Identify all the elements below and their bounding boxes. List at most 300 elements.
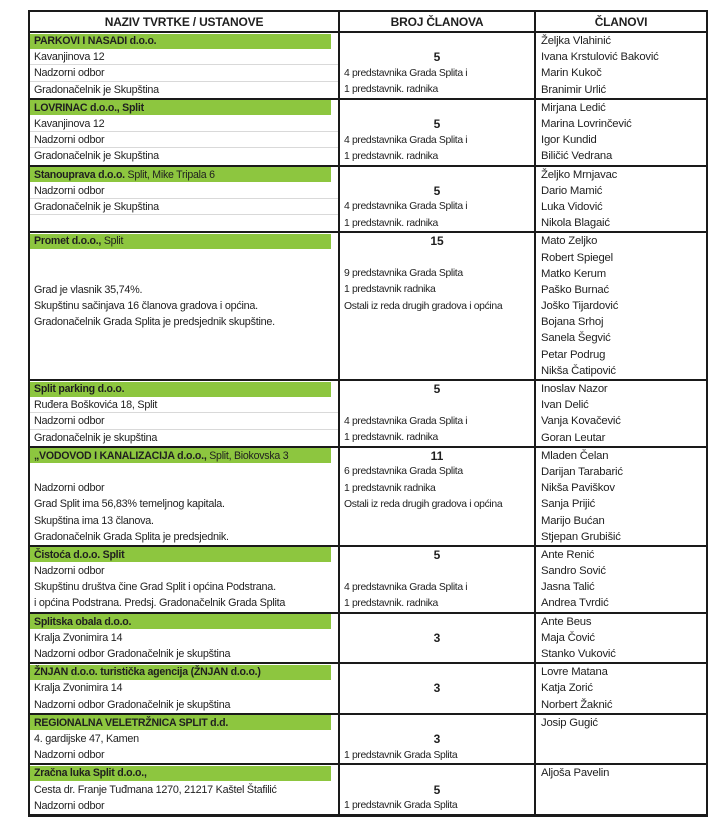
company-info-text: Nadzorni odbor [34, 134, 105, 147]
members-count: 5 [433, 117, 441, 132]
info-cell [30, 49, 340, 65]
member-name: Ante Beus [541, 615, 592, 628]
members-count: 11 [430, 448, 444, 463]
table-row [30, 82, 706, 98]
column-header-company: NAZIV TVRTKE / USTANOVE [30, 12, 340, 31]
table-blocks [30, 31, 706, 814]
members-count: 3 [433, 681, 441, 696]
member-name: Mato Zeljko [541, 235, 598, 248]
company-title-detail: Split, Biokovska 3 [206, 449, 289, 462]
member-name: Mladen Čelan [541, 449, 609, 462]
company-info-text: Kralja Zvonimira 14 [34, 631, 123, 644]
table-row [30, 529, 706, 545]
company-name: PARKOVI I NASADI d.o.o. [34, 35, 157, 48]
members-count: 5 [433, 50, 441, 65]
member-name-cell [536, 496, 706, 512]
company-info-text: Nadzorni odbor [34, 415, 105, 428]
representation-text: Ostali iz reda drugih gradova i općina [344, 498, 503, 510]
company-block [30, 379, 706, 446]
company-name: Stanouprava d.o.o. [34, 168, 125, 181]
info-cell [30, 646, 340, 662]
company-title-cell [30, 100, 340, 116]
company-block [30, 612, 706, 663]
table-row [30, 65, 706, 81]
company-block [30, 545, 706, 612]
empty-cell [536, 747, 706, 763]
empty-cell [340, 563, 536, 579]
company-info-text: Gradonačelnik je Skupština [34, 200, 159, 213]
member-name: Marin Kukoč [541, 67, 602, 80]
member-name-cell [536, 49, 706, 65]
company-block [30, 31, 706, 98]
company-title-cell [30, 448, 340, 464]
representation-text: 4 predstavnika Grada Splita i [344, 67, 468, 79]
company-name: Zračna luka Split d.o.o., [34, 767, 147, 780]
table-row [30, 347, 706, 363]
company-info-text: Kralja Zvonimira 14 [34, 682, 123, 695]
company-info-text: 4. gardijske 47, Kamen [34, 732, 139, 745]
empty-cell [340, 715, 536, 731]
member-name-cell [536, 715, 706, 731]
company-title-cell [30, 547, 340, 563]
company-title-highlight [30, 614, 331, 629]
member-name: Bojana Srhoj [541, 316, 604, 329]
representation-text: 4 predstavnika Grada Splita i [344, 134, 468, 146]
representation-cell [340, 298, 536, 314]
info-cell [30, 480, 340, 496]
table-row [30, 765, 706, 781]
table-row [30, 298, 706, 314]
table-row [30, 381, 706, 397]
company-info-text: Gradonačelnik je skupština [34, 431, 158, 444]
empty-cell [340, 249, 536, 265]
member-name-cell [536, 547, 706, 563]
table-row [30, 798, 706, 814]
company-name: ŽNJAN d.o.o. turistička agencija (ŽNJAN d.o.o.) [34, 666, 261, 679]
member-name-cell [536, 529, 706, 545]
member-name-cell [536, 82, 706, 98]
member-name: Joško Tijardović [541, 300, 619, 313]
member-name: Mirjana Ledić [541, 101, 606, 114]
table-row [30, 630, 706, 646]
company-name: Splitska obala d.o.o. [34, 615, 132, 628]
empty-cell [340, 697, 536, 713]
member-name-cell [536, 595, 706, 611]
company-name: Promet d.o.o., [34, 235, 102, 248]
company-info-text: Nadzorni odbor [34, 749, 105, 762]
company-block [30, 446, 706, 545]
company-info-text: Gradonačelnik Grada Splita je predsjednik. [34, 530, 229, 543]
member-name-cell [536, 330, 706, 346]
info-cell [30, 630, 340, 646]
representation-text: 4 predstavnika Grada Splita i [344, 581, 468, 593]
company-title-highlight [30, 448, 331, 463]
member-name: Josip Gugić [541, 716, 598, 729]
table-row [30, 646, 706, 662]
representation-cell [340, 148, 536, 164]
table-row [30, 547, 706, 563]
table-row [30, 100, 706, 116]
table-row [30, 249, 706, 265]
member-name-cell [536, 249, 706, 265]
member-name: Ivana Krstulović Baković [541, 51, 659, 64]
members-count-cell [340, 680, 536, 696]
table-row [30, 413, 706, 429]
company-title-highlight [30, 100, 331, 115]
representation-cell [340, 266, 536, 282]
empty-cell [340, 100, 536, 116]
info-cell [30, 330, 340, 346]
member-name: Ivan Delić [541, 399, 589, 412]
member-name-cell [536, 199, 706, 215]
representation-text: 1 predstavnik. radnika [344, 217, 438, 229]
member-name: Andrea Tvrdić [541, 597, 609, 610]
company-info-text: Skupština ima 13 članova. [34, 514, 154, 527]
members-count-cell [340, 630, 536, 646]
empty-cell [340, 765, 536, 781]
info-cell [30, 496, 340, 512]
info-cell [30, 680, 340, 696]
representation-text: 1 predstavnik. radnika [344, 84, 438, 96]
info-cell [30, 314, 340, 330]
table-row [30, 697, 706, 713]
member-name: Luka Vidović [541, 200, 603, 213]
member-name-cell [536, 765, 706, 781]
company-title-highlight [30, 234, 331, 249]
representation-text: 1 predstavnik Grada Splita [344, 800, 458, 812]
member-name: Igor Kundid [541, 134, 597, 147]
members-count-cell [340, 781, 536, 797]
company-title-cell [30, 664, 340, 680]
column-header-members: ČLANOVI [594, 14, 648, 29]
table-row [30, 49, 706, 65]
representation-cell [340, 579, 536, 595]
table-row [30, 148, 706, 164]
representation-text: 1 predstavnik radnika [344, 284, 436, 296]
company-title-cell [30, 167, 340, 183]
member-name-cell [536, 430, 706, 446]
member-name-cell [536, 148, 706, 164]
company-info-text: Cesta dr. Franje Tuđmana 1270, 21217 Kaštel Štafilić [34, 783, 277, 796]
representation-cell [340, 82, 536, 98]
company-name: Čistoća d.o.o. Split [34, 548, 125, 561]
table-row [30, 199, 706, 215]
company-info-text: i općina Podstrana. Predsj. Gradonačelnik Grada Splita [34, 597, 286, 610]
members-count: 5 [433, 782, 441, 797]
member-name: Željka Vlahinić [541, 35, 611, 48]
table-row [30, 664, 706, 680]
member-name-cell [536, 100, 706, 116]
member-name-cell [536, 65, 706, 81]
member-name-cell [536, 33, 706, 49]
members-count-cell [340, 547, 536, 563]
company-info-text: Nadzorni odbor [34, 565, 105, 578]
info-cell [30, 65, 340, 81]
representation-cell [340, 747, 536, 763]
representation-text: Ostali iz reda drugih gradova i općina [344, 300, 503, 312]
table-row [30, 183, 706, 199]
member-name: Petar Podrug [541, 348, 606, 361]
company-info-text: Ruđera Boškovića 18, Split [34, 399, 158, 412]
company-block [30, 763, 706, 814]
members-count-cell [340, 381, 536, 397]
company-info-text: Skupštinu sačinjava 16 članova gradova i općina. [34, 300, 258, 313]
member-name-cell [536, 664, 706, 680]
member-name: Vanja Kovačević [541, 415, 621, 428]
member-name-cell [536, 116, 706, 132]
info-cell [30, 215, 340, 231]
empty-cell [340, 167, 536, 183]
company-title-highlight [30, 547, 331, 562]
member-name-cell [536, 183, 706, 199]
member-name: Robert Spiegel [541, 251, 613, 264]
info-cell [30, 282, 340, 298]
member-name-cell [536, 646, 706, 662]
info-cell [30, 798, 340, 814]
info-cell [30, 579, 340, 595]
company-info-text: Grad Split ima 56,83% temeljnog kapitala. [34, 498, 225, 511]
table-row [30, 116, 706, 132]
member-name-cell [536, 298, 706, 314]
table-row [30, 715, 706, 731]
members-count-cell [340, 116, 536, 132]
empty-cell [340, 664, 536, 680]
info-cell [30, 298, 340, 314]
company-name: LOVRINAC d.o.o., Split [34, 101, 144, 114]
empty-cell [340, 397, 536, 413]
info-cell [30, 731, 340, 747]
member-name-cell [536, 512, 706, 528]
member-name: Lovre Matana [541, 666, 608, 679]
company-title-highlight [30, 34, 331, 49]
table-row [30, 480, 706, 496]
table-row [30, 563, 706, 579]
company-block [30, 165, 706, 232]
member-name-cell [536, 563, 706, 579]
representation-cell [340, 282, 536, 298]
empty-cell [340, 363, 536, 379]
members-count: 5 [433, 183, 441, 198]
representation-text: 1 predstavnik. radnika [344, 150, 438, 162]
representation-cell [340, 595, 536, 611]
companies-table [28, 10, 708, 817]
company-info-text: Nadzorni odbor [34, 799, 105, 812]
table-row [30, 680, 706, 696]
representation-cell [340, 215, 536, 231]
member-name: Jasna Talić [541, 581, 595, 594]
member-name: Nikša Paviškov [541, 482, 615, 495]
company-info-text: Nadzorni odbor [34, 67, 105, 80]
table-row [30, 747, 706, 763]
representation-text: 1 predstavnik radnika [344, 482, 436, 494]
members-count: 5 [433, 382, 441, 397]
members-count: 3 [433, 731, 441, 746]
company-title-highlight [30, 665, 331, 680]
member-name: Nikša Čatipović [541, 364, 616, 377]
member-name: Norbert Žaknić [541, 698, 613, 711]
member-name: Sanja Prijić [541, 498, 596, 511]
company-info-text: Gradonačelnik je Skupština [34, 83, 159, 96]
column-header-member-count: BROJ ČLANOVA [340, 12, 536, 31]
info-cell [30, 266, 340, 282]
member-name-cell [536, 397, 706, 413]
empty-cell [340, 614, 536, 630]
info-cell [30, 82, 340, 98]
company-info-text: Nadzorni odbor Gradonačelnik je skupština [34, 648, 231, 661]
info-cell [30, 781, 340, 797]
company-title-highlight [30, 382, 331, 397]
member-name: Matko Kerum [541, 267, 606, 280]
member-name: Stanko Vuković [541, 648, 616, 661]
company-title-highlight [30, 766, 331, 781]
company-title-cell [30, 381, 340, 397]
table-row [30, 363, 706, 379]
info-cell [30, 747, 340, 763]
representation-cell [340, 480, 536, 496]
member-name: Goran Leutar [541, 431, 606, 444]
member-name: Ante Renić [541, 548, 595, 561]
company-info-text: Skupštinu društva čine Grad Split i općina Podstrana. [34, 581, 276, 594]
table-row [30, 579, 706, 595]
table-row [30, 430, 706, 446]
member-name-cell [536, 363, 706, 379]
member-name-cell [536, 614, 706, 630]
company-title-cell [30, 33, 340, 49]
company-block [30, 231, 706, 379]
member-name-cell [536, 413, 706, 429]
member-name-cell [536, 132, 706, 148]
representation-cell [340, 199, 536, 215]
members-count: 15 [430, 234, 444, 249]
table-row [30, 33, 706, 49]
member-name-cell [536, 266, 706, 282]
empty-cell [340, 646, 536, 662]
member-name: Marijo Bućan [541, 514, 605, 527]
member-name-cell [536, 697, 706, 713]
table-row [30, 266, 706, 282]
company-info-text: Grad je vlasnik 35,74%. [34, 283, 143, 296]
table-row [30, 614, 706, 630]
member-name-cell [536, 282, 706, 298]
members-count-cell [340, 731, 536, 747]
company-name: „VODOVOD I KANALIZACIJA d.o.o., [34, 449, 207, 462]
info-cell [30, 249, 340, 265]
member-name: Maja Čović [541, 631, 595, 644]
company-title-cell [30, 715, 340, 731]
empty-cell [536, 731, 706, 747]
table-row [30, 167, 706, 183]
table-row [30, 464, 706, 480]
representation-text: 1 predstavnik. radnika [344, 432, 438, 444]
members-count-cell [340, 233, 536, 249]
empty-cell [536, 798, 706, 814]
table-row [30, 397, 706, 413]
members-count: 3 [433, 630, 441, 645]
representation-cell [340, 496, 536, 512]
member-name-cell [536, 381, 706, 397]
table-row [30, 512, 706, 528]
table-row [30, 448, 706, 464]
table-row [30, 132, 706, 148]
representation-cell [340, 65, 536, 81]
member-name-cell [536, 680, 706, 696]
member-name-cell [536, 464, 706, 480]
representation-text: 6 predstavnika Grada Splita [344, 466, 463, 478]
company-info-text: Gradonačelnik Grada Splita je predsjednik skupštine. [34, 316, 275, 329]
company-title-highlight [30, 715, 331, 730]
company-block [30, 713, 706, 764]
info-cell [30, 413, 340, 429]
table-row [30, 215, 706, 231]
table-header-row [30, 12, 706, 31]
member-name-cell [536, 480, 706, 496]
company-block [30, 98, 706, 165]
table-row [30, 330, 706, 346]
members-count-cell [340, 183, 536, 199]
representation-cell [340, 464, 536, 480]
member-name: Katja Zorić [541, 682, 593, 695]
company-info-text: Nadzorni odbor Gradonačelnik je skupština [34, 698, 231, 711]
info-cell [30, 464, 340, 480]
table-row [30, 282, 706, 298]
member-name: Biličić Vedrana [541, 150, 613, 163]
member-name: Dario Mamić [541, 184, 603, 197]
company-info-text: Nadzorni odbor [34, 184, 105, 197]
table-row [30, 496, 706, 512]
representation-text: 1 predstavnik. radnika [344, 597, 438, 609]
info-cell [30, 199, 340, 215]
info-cell [30, 116, 340, 132]
table-row [30, 781, 706, 797]
members-count: 5 [433, 547, 441, 562]
company-block [30, 662, 706, 713]
info-cell [30, 132, 340, 148]
representation-text: 9 predstavnika Grada Splita [344, 268, 463, 280]
member-name-cell [536, 448, 706, 464]
info-cell [30, 430, 340, 446]
member-name: Darijan Tarabarić [541, 465, 623, 478]
empty-cell [536, 781, 706, 797]
info-cell [30, 148, 340, 164]
info-cell [30, 363, 340, 379]
member-name: Paško Burnać [541, 283, 609, 296]
member-name-cell [536, 233, 706, 249]
member-name-cell [536, 215, 706, 231]
member-name: Marina Lovrinčević [541, 118, 632, 131]
table-row [30, 233, 706, 249]
info-cell [30, 529, 340, 545]
empty-cell [340, 330, 536, 346]
info-cell [30, 397, 340, 413]
info-cell [30, 563, 340, 579]
members-count-cell [340, 49, 536, 65]
representation-cell [340, 430, 536, 446]
member-name: Inoslav Nazor [541, 383, 608, 396]
empty-cell [340, 314, 536, 330]
member-name: Aljoša Pavelin [541, 767, 610, 780]
company-info-text: Gradonačelnik je Skupština [34, 150, 159, 163]
company-title-cell [30, 233, 340, 249]
info-cell [30, 595, 340, 611]
member-name: Branimir Urlić [541, 83, 606, 96]
company-info-text: Nadzorni odbor [34, 482, 105, 495]
members-count-cell [340, 448, 536, 464]
member-name: Stjepan Grubišić [541, 530, 621, 543]
member-name-cell [536, 167, 706, 183]
company-title-highlight [30, 167, 331, 182]
representation-text: 4 predstavnika Grada Splita i [344, 201, 468, 213]
member-name: Željko Mrnjavac [541, 168, 618, 181]
